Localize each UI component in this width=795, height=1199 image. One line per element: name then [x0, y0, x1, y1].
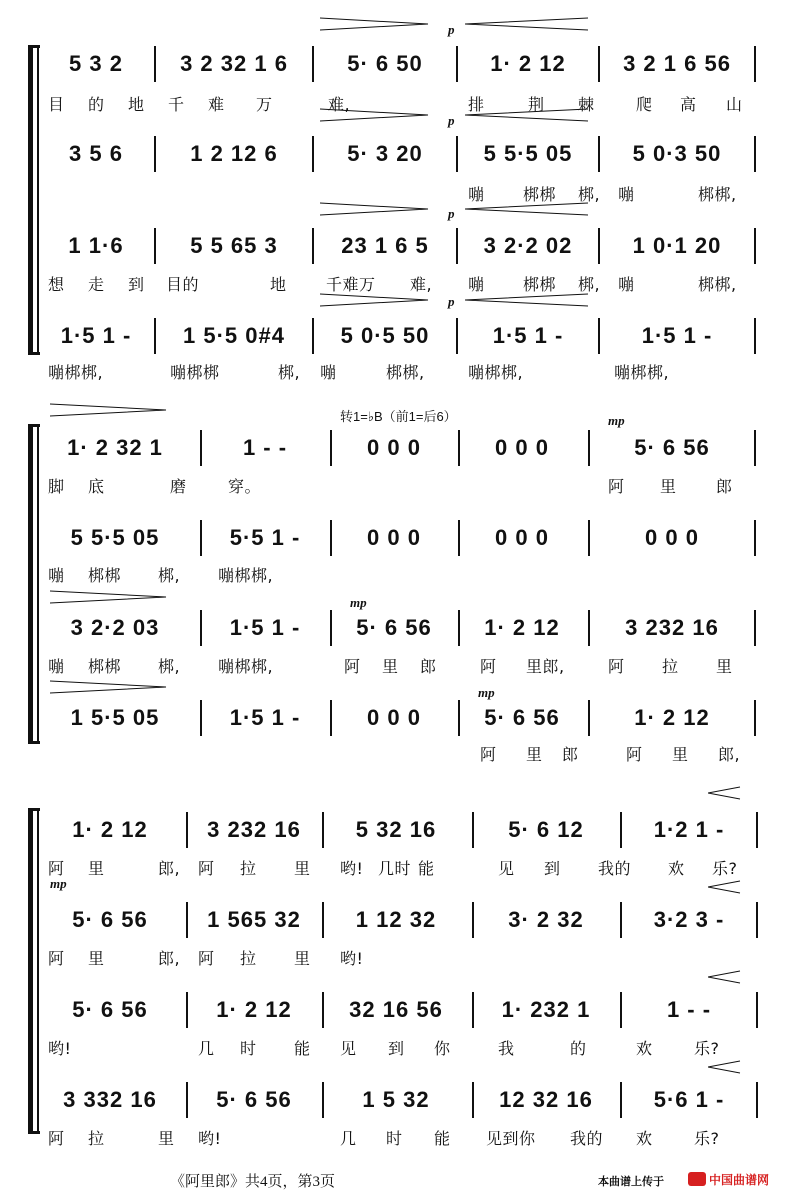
measure: 1 2 12 6: [190, 141, 278, 166]
lyric: 阿: [48, 949, 65, 968]
lyric: 梆,: [278, 363, 301, 382]
lyric: 梆梆: [523, 275, 557, 294]
lyric: 嘣: [468, 275, 485, 294]
lyric: 里: [660, 477, 677, 496]
system-bracket: [28, 424, 33, 744]
measure: 1 0·1 20: [632, 233, 722, 258]
lyric: 难: [208, 95, 225, 114]
measure: 5· 3 20: [347, 141, 423, 166]
dynamic-p: p: [448, 206, 455, 221]
barline: [472, 812, 474, 848]
lyric: 见: [498, 859, 515, 878]
lyric: 到: [128, 275, 145, 294]
barline: [754, 318, 756, 354]
staff-row: [40, 316, 780, 356]
measure: 5 0·3 50: [632, 141, 722, 166]
page-footer-title: 《阿里郎》共4页，第3页: [170, 1174, 336, 1190]
barline: [154, 318, 156, 354]
barline: [154, 228, 156, 264]
lyric: 郎,: [158, 949, 181, 968]
measure: 1 - -: [242, 435, 288, 460]
barline: [312, 318, 314, 354]
barline: [200, 520, 202, 556]
lyric: 拉: [662, 657, 679, 676]
barline: [456, 228, 458, 264]
lyric: 里: [382, 657, 399, 676]
lyric: 几: [340, 1129, 357, 1148]
measure: 3 332 16: [63, 1087, 157, 1112]
measure: 1· 2 32 1: [67, 435, 163, 460]
lyric: 阿: [48, 859, 65, 878]
key-change: 转1=♭B（前1=后6）: [340, 409, 457, 424]
lyric: 哟!: [340, 949, 364, 968]
barline: [186, 902, 188, 938]
lyric: 里: [526, 745, 543, 764]
measure: 1 5·5 05: [70, 705, 160, 730]
lyric: 郎: [420, 657, 437, 676]
measure: 5 3 2: [69, 51, 123, 76]
lyric: 能: [434, 1129, 451, 1148]
barline: [588, 610, 590, 646]
barline: [754, 136, 756, 172]
lyric: 欢: [636, 1129, 653, 1148]
dynamic-p: p: [448, 22, 455, 37]
measure: 12 32 16: [499, 1087, 593, 1112]
measure: 1 5 32: [362, 1087, 430, 1112]
system-bracket: [28, 808, 33, 1134]
measure: 5· 6 56: [72, 997, 148, 1022]
barline: [756, 812, 758, 848]
upload-note: 本曲谱上传于: [598, 1176, 664, 1188]
lyric: 乐?: [694, 1129, 720, 1148]
lyrics-line: [48, 742, 778, 766]
lyric: 嘣: [618, 275, 635, 294]
lyric: 嘣梆梆,: [218, 566, 274, 585]
barline: [200, 430, 202, 466]
barline: [756, 992, 758, 1028]
lyric: 想: [48, 275, 65, 294]
barline: [322, 992, 324, 1028]
lyric: 里: [158, 1129, 175, 1148]
lyric: 几时: [378, 859, 412, 878]
lyric: 阿: [344, 657, 361, 676]
lyric: 的: [88, 95, 105, 114]
lyric: 穿。: [228, 477, 262, 496]
staff-row: [40, 44, 780, 84]
dynamic-mp: mp: [350, 595, 367, 610]
lyric: 爬: [636, 95, 653, 114]
lyrics-line: [48, 946, 778, 970]
lyric: 嘣: [618, 185, 635, 204]
lyric: 山: [726, 95, 743, 114]
measure: 3 2 1 6 56: [623, 51, 731, 76]
barline: [330, 700, 332, 736]
lyrics-line: [48, 474, 778, 498]
measure: 0 0 0: [367, 435, 421, 460]
measure: 5· 6 12: [508, 817, 584, 842]
barline: [598, 46, 600, 82]
lyric: 能: [294, 1039, 311, 1058]
measure: 3 232 16: [207, 817, 301, 842]
measure: 5 32 16: [355, 817, 437, 842]
system-brace-line: [37, 424, 39, 744]
measure: 3 2 32 1 6: [180, 51, 288, 76]
lyric: 阿: [626, 745, 643, 764]
lyric: 里: [294, 949, 311, 968]
lyric: 里: [88, 949, 105, 968]
staff-row: [40, 428, 780, 468]
lyric: 里: [88, 859, 105, 878]
lyric: 到: [544, 859, 561, 878]
measure: 3· 2 32: [508, 907, 584, 932]
lyric: 阿: [198, 949, 215, 968]
lyric: 郎,: [718, 745, 741, 764]
measure: 0 0 0: [367, 705, 421, 730]
lyric: 里: [672, 745, 689, 764]
barline: [588, 430, 590, 466]
hairpin-cresc: [465, 17, 590, 31]
barline: [456, 46, 458, 82]
barline: [330, 430, 332, 466]
lyric: 时: [240, 1039, 257, 1058]
barline: [472, 1082, 474, 1118]
lyric: 郎: [716, 477, 733, 496]
lyric: 梆,: [578, 275, 601, 294]
measure: 3 2·2 03: [70, 615, 160, 640]
staff-row: [40, 134, 780, 174]
lyric: 几: [198, 1039, 215, 1058]
lyrics-line: [48, 563, 778, 587]
staff-row: [40, 810, 780, 850]
barline: [472, 992, 474, 1028]
lyric: 拉: [240, 949, 257, 968]
barline: [598, 136, 600, 172]
lyric: 难,: [328, 95, 351, 114]
lyric: 万: [256, 95, 273, 114]
lyric: 阿: [48, 1129, 65, 1148]
lyric: 千: [168, 95, 185, 114]
lyric: 欢: [668, 859, 685, 878]
measure: 0 0 0: [367, 525, 421, 550]
measure: 1·5 1 -: [641, 323, 713, 348]
staff-row: [40, 990, 780, 1030]
dynamic-p: p: [448, 113, 455, 128]
barline: [620, 1082, 622, 1118]
lyric: 嘣: [320, 363, 337, 382]
lyric: 棘: [578, 95, 595, 114]
logo-mark-icon: [688, 1172, 706, 1186]
hairpin-dim: [320, 17, 430, 31]
lyric: 梆梆,: [386, 363, 425, 382]
measure: 3 2·2 02: [483, 233, 573, 258]
barline: [154, 136, 156, 172]
measure: 1·5 1 -: [492, 323, 564, 348]
lyric: 郎: [562, 745, 579, 764]
barline: [756, 902, 758, 938]
hairpin-cresc: [708, 1060, 742, 1074]
barline: [312, 46, 314, 82]
lyric: 哟!: [48, 1039, 72, 1058]
lyrics-line: [48, 360, 778, 384]
lyric: 我的: [570, 1129, 604, 1148]
lyric: 地: [270, 275, 287, 294]
dynamic-p: p: [448, 294, 455, 309]
lyric: 磨: [170, 477, 187, 496]
lyric: 排: [468, 95, 485, 114]
site-name: 中国曲谱网: [709, 1172, 770, 1187]
barline: [588, 700, 590, 736]
lyric: 里郎,: [526, 657, 565, 676]
barline: [200, 610, 202, 646]
lyric: 的: [570, 1039, 587, 1058]
measure: 0 0 0: [645, 525, 699, 550]
lyric: 梆,: [158, 566, 181, 585]
barline: [756, 1082, 758, 1118]
measure: 1· 2 12: [72, 817, 148, 842]
barline: [472, 902, 474, 938]
lyric: 嘣: [48, 657, 65, 676]
lyric: 乐?: [694, 1039, 720, 1058]
system-bracket: [28, 45, 33, 355]
system-brace-line: [37, 45, 39, 355]
system-brace-line: [37, 808, 39, 1134]
lyric: 梆梆: [523, 185, 557, 204]
measure: 0 0 0: [495, 435, 549, 460]
lyric: 能: [418, 859, 435, 878]
measure: 5· 6 56: [216, 1087, 292, 1112]
barline: [754, 430, 756, 466]
measure: 1·2 1 -: [653, 817, 725, 842]
lyric: 目的: [166, 275, 200, 294]
barline: [620, 902, 622, 938]
measure: 3·2 3 -: [653, 907, 725, 932]
staff-row: [40, 608, 780, 648]
measure: 5· 6 56: [484, 705, 560, 730]
barline: [330, 610, 332, 646]
lyric: 见: [340, 1039, 357, 1058]
measure: 5·5 1 -: [229, 525, 301, 550]
measure: 5 5·5 05: [483, 141, 573, 166]
barline: [458, 700, 460, 736]
staff-row: [40, 698, 780, 738]
barline: [754, 700, 756, 736]
barline: [312, 228, 314, 264]
lyrics-line: [48, 654, 778, 678]
lyric: 欢: [636, 1039, 653, 1058]
measure: 5· 6 56: [356, 615, 432, 640]
lyric: 乐?: [712, 859, 738, 878]
lyric: 时: [386, 1129, 403, 1148]
barline: [598, 228, 600, 264]
measure: 23 1 6 5: [341, 233, 429, 258]
lyric: 哟!: [198, 1129, 222, 1148]
lyric: 你: [434, 1039, 451, 1058]
hairpin-dim: [50, 680, 168, 694]
barline: [186, 1082, 188, 1118]
measure: 5· 6 56: [634, 435, 710, 460]
lyric: 嘣: [468, 185, 485, 204]
hairpin-cresc: [708, 970, 742, 984]
dynamic-mp: mp: [50, 876, 67, 891]
measure: 5· 6 50: [347, 51, 423, 76]
measure: 1 5·5 0#4: [183, 323, 285, 348]
lyric: 阿: [480, 745, 497, 764]
barline: [458, 430, 460, 466]
hairpin-cresc: [708, 880, 742, 894]
lyric: 郎,: [158, 859, 181, 878]
lyric: 梆,: [158, 657, 181, 676]
lyric: 嘣: [48, 566, 65, 585]
lyric: 梆梆: [88, 657, 122, 676]
lyric: 地: [128, 95, 145, 114]
measure: 1 1·6: [68, 233, 124, 258]
lyric: 走: [88, 275, 105, 294]
lyric: 嘣梆梆,: [48, 363, 104, 382]
lyric: 拉: [240, 859, 257, 878]
staff-row: [40, 518, 780, 558]
staff-row: [40, 1080, 780, 1120]
measure: 5 5 65 3: [190, 233, 278, 258]
lyric: 梆梆,: [698, 185, 737, 204]
measure: 1·5 1 -: [60, 323, 132, 348]
measure: 5· 6 56: [72, 907, 148, 932]
measure: 1· 232 1: [501, 997, 591, 1022]
barline: [458, 610, 460, 646]
lyric: 嘣梆梆,: [218, 657, 274, 676]
measure: 1· 2 12: [216, 997, 292, 1022]
staff-row: [40, 226, 780, 266]
barline: [186, 992, 188, 1028]
lyric: 哟!: [340, 859, 364, 878]
barline: [754, 610, 756, 646]
lyric: 见到你: [486, 1129, 536, 1148]
measure: 1 565 32: [207, 907, 301, 932]
lyric: 脚: [48, 477, 65, 496]
measure: 5·6 1 -: [653, 1087, 725, 1112]
barline: [154, 46, 156, 82]
measure: 32 16 56: [349, 997, 443, 1022]
barline: [322, 902, 324, 938]
lyric: 梆梆,: [698, 275, 737, 294]
dynamic-mp: mp: [478, 685, 495, 700]
barline: [754, 46, 756, 82]
barline: [754, 520, 756, 556]
measure: 1· 2 12: [484, 615, 560, 640]
lyric: 里: [294, 859, 311, 878]
lyric: 阿: [480, 657, 497, 676]
lyrics-line: [48, 272, 778, 296]
lyric: 里: [716, 657, 733, 676]
barline: [598, 318, 600, 354]
lyric: 高: [680, 95, 697, 114]
lyrics-line: [48, 182, 778, 206]
barline: [620, 992, 622, 1028]
lyric: 阿: [608, 477, 625, 496]
barline: [456, 136, 458, 172]
lyrics-line: [48, 856, 778, 880]
lyric: 嘣梆梆: [170, 363, 220, 382]
measure: 5 5·5 05: [70, 525, 160, 550]
barline: [330, 520, 332, 556]
measure: 5 0·5 50: [340, 323, 430, 348]
lyric: 到: [388, 1039, 405, 1058]
lyrics-line: [48, 1036, 778, 1060]
lyrics-line: [48, 92, 778, 116]
hairpin-dim: [50, 590, 168, 604]
lyric: 底: [88, 477, 105, 496]
lyric: 梆梆: [88, 566, 122, 585]
barline: [620, 812, 622, 848]
measure: 1 - -: [666, 997, 712, 1022]
measure: 3 232 16: [625, 615, 719, 640]
measure: 3 5 6: [69, 141, 123, 166]
lyric: 拉: [88, 1129, 105, 1148]
measure: 1 12 32: [355, 907, 437, 932]
site-logo[interactable]: [688, 1170, 788, 1188]
barline: [322, 812, 324, 848]
staff-row: [40, 900, 780, 940]
lyric: 难,: [410, 275, 433, 294]
measure: 0 0 0: [495, 525, 549, 550]
barline: [200, 700, 202, 736]
measure: 1· 2 12: [490, 51, 566, 76]
lyric: 我: [498, 1039, 515, 1058]
measure: 1·5 1 -: [229, 705, 301, 730]
barline: [312, 136, 314, 172]
measure: 1· 2 12: [634, 705, 710, 730]
lyric: 嘣梆梆,: [468, 363, 524, 382]
barline: [754, 228, 756, 264]
lyric: 目: [48, 95, 65, 114]
lyric: 千难万: [326, 275, 376, 294]
lyric: 荆: [528, 95, 545, 114]
barline: [322, 1082, 324, 1118]
lyric: 梆,: [578, 185, 601, 204]
lyric: 我的: [598, 859, 632, 878]
lyric: 嘣梆梆,: [614, 363, 670, 382]
barline: [456, 318, 458, 354]
barline: [186, 812, 188, 848]
measure: 1·5 1 -: [229, 615, 301, 640]
lyrics-line: [48, 1126, 778, 1150]
lyric: 阿: [198, 859, 215, 878]
hairpin-dim: [50, 403, 168, 417]
hairpin-cresc: [708, 786, 742, 800]
barline: [458, 520, 460, 556]
dynamic-mp: mp: [608, 413, 625, 428]
lyric: 阿: [608, 657, 625, 676]
barline: [588, 520, 590, 556]
